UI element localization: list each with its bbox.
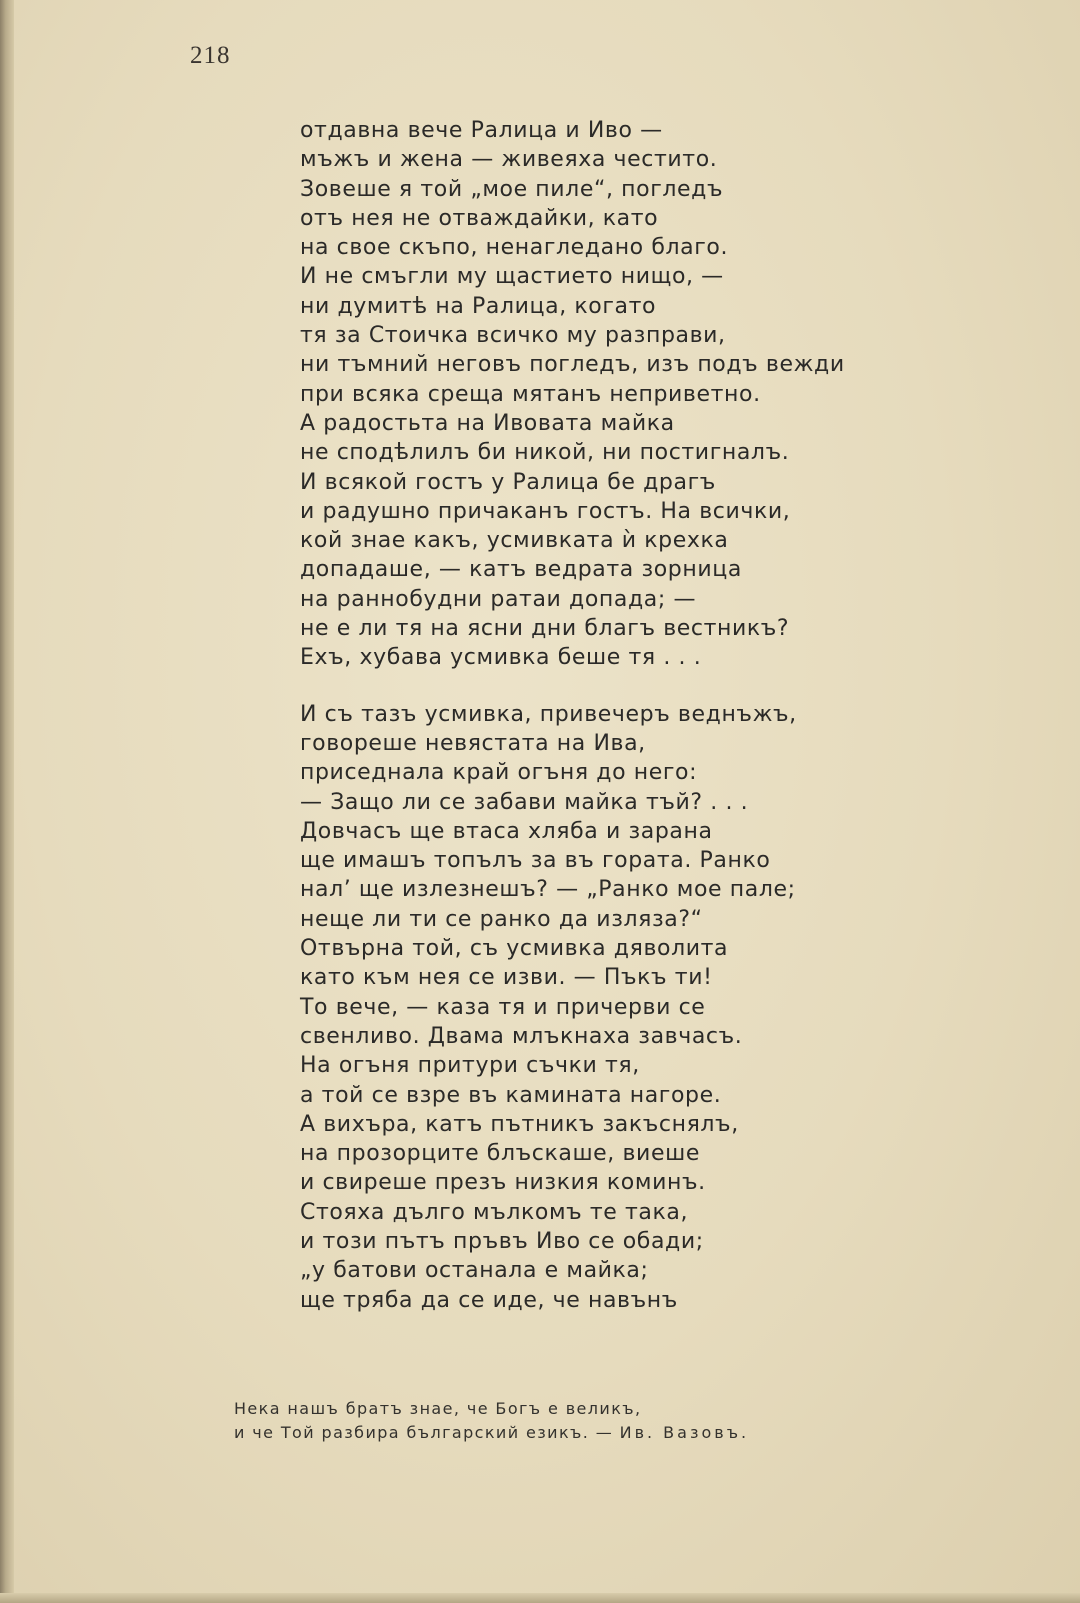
poem-line: допадаше, — катъ ведрата зорница <box>300 557 742 583</box>
page-bottom-edge <box>0 1593 1080 1603</box>
epigraph-author: Ив. Вазовъ. <box>619 1423 750 1442</box>
poem-line: кой знае какъ, усмивката ѝ крехка <box>300 528 729 554</box>
poem-line: а той се взре въ камината нагоре. <box>300 1082 722 1108</box>
poem-line: То вече, — каза тя и причерви се <box>300 994 706 1020</box>
poem-line: А радостьта на Ивовата майка <box>300 410 675 436</box>
poem-line: „у батови останала е майка; <box>300 1258 649 1284</box>
poem-line: Зовеше я той „мое пиле“, погледъ <box>300 176 724 202</box>
poem-line: ще имашъ топълъ за въ гората. Ранко <box>300 848 771 874</box>
poem-line: при всяка среща мятанъ неприветно. <box>300 381 761 407</box>
poem-line: Ехъ, хубава усмивка беше тя . . . <box>300 645 702 671</box>
epigraph <box>234 1397 874 1445</box>
poem-line: и радушно причаканъ гостъ. На всички, <box>300 498 791 524</box>
poem-line: отъ нея не отваждайки, като <box>300 205 659 231</box>
poem-line: не е ли тя на ясни дни благъ вестникъ? <box>300 616 790 642</box>
poem-line: отдавна вече Ралица и Иво — <box>300 118 663 143</box>
poem-line: Довчасъ ще втаса хляба и зарана <box>300 818 713 844</box>
poem-line: И съ тазъ усмивка, привечеръ веднъжъ, <box>300 701 797 727</box>
page-binding-edge <box>0 0 14 1603</box>
poem-line: ни тъмний неговъ погледъ, изъ подъ вежди <box>300 352 845 378</box>
poem-line: ни думитѣ на Ралица, когато <box>300 293 657 319</box>
poem-line: приседнала край огъня до него: <box>300 760 698 786</box>
epigraph-line-1: Нека нашъ братъ знае, че Богъ е великъ, <box>234 1399 642 1418</box>
poem-text <box>300 116 920 1315</box>
poem-line: свенливо. Двама млъкнаха завчасъ. <box>300 1023 743 1049</box>
poem-line: А вихъра, катъ пътникъ закъснялъ, <box>300 1111 739 1137</box>
poem-line: Отвърна той, съ усмивка дяволита <box>300 936 729 962</box>
poem-line: На огъня притури съчки тя, <box>300 1053 640 1079</box>
poem-line: И не смъгли му щастието нищо, — <box>300 264 724 290</box>
poem-line: ще тряба да се иде, че навънъ <box>300 1287 678 1313</box>
poem-line: говореше невястата на Ива, <box>300 730 646 756</box>
poem-line: тя за Стоичка всичко му разправи, <box>300 323 726 349</box>
stanza-1 <box>300 116 920 673</box>
poem-line: като към нея се изви. — Пъкъ ти! <box>300 965 713 991</box>
poem-line: на свое скъпо, ненагледано благо. <box>300 235 729 261</box>
poem-line: не сподѣлилъ би никой, ни постигналъ. <box>300 440 790 466</box>
page-number: 218 <box>190 42 231 69</box>
poem-line: и този пътъ пръвъ Иво се обади; <box>300 1228 704 1254</box>
poem-line: Стояха дълго мълкомъ те така, <box>300 1199 689 1225</box>
poem-line: на раннобудни ратаи допада; — <box>300 586 697 612</box>
poem-line: на прозорците блъскаше, виеше <box>300 1141 700 1167</box>
poem-line: и свиреше презъ низкия коминъ. <box>300 1170 706 1196</box>
poem-line: — Защо ли се забави майка тъй? . . . <box>300 789 749 815</box>
poem-line: мъжъ и жена — живеяха честито. <box>300 147 718 173</box>
epigraph-line-2-text: и че Той разбира българский езикъ. — <box>234 1423 614 1442</box>
poem-line: нал’ ще излезнешъ? — „Ранко мое пале; <box>300 877 796 903</box>
stanza-2 <box>300 700 920 1315</box>
poem-line: И всякой гостъ у Ралица бе драгъ <box>300 469 716 495</box>
poem-line: неще ли ти се ранко да изляза?“ <box>300 906 703 932</box>
epigraph-line-2 <box>234 1421 874 1445</box>
